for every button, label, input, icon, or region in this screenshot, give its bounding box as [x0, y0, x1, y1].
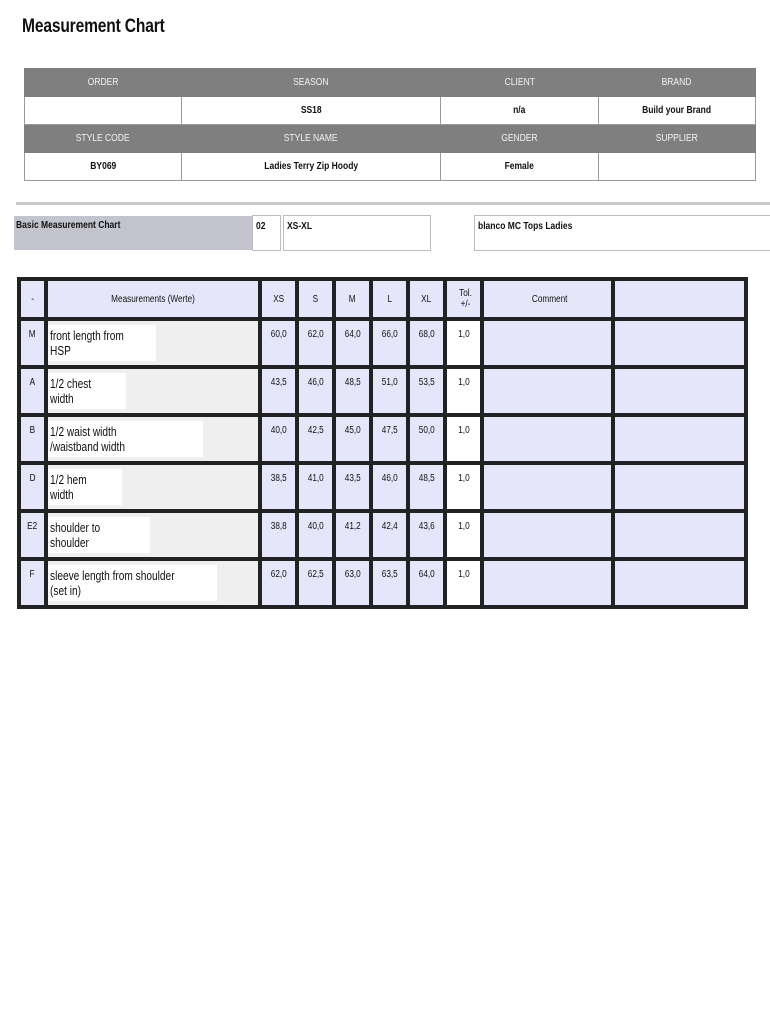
tolerance-header: Tol. +/- [445, 279, 482, 319]
measurement-name-label: sleeve length from shoulder (set in) [48, 565, 217, 601]
measurements-header: Measurements (Werte) [46, 279, 260, 319]
measurement-value-xl: 68,0 [408, 319, 445, 367]
size-s-header: S [297, 279, 334, 319]
measurement-value-l: 47,5 [371, 415, 408, 463]
client-value: n/a [441, 97, 599, 125]
measurement-value-xs: 62,0 [260, 559, 297, 607]
measurement-value-xs: 60,0 [260, 319, 297, 367]
brand-header: BRAND [599, 69, 756, 97]
style-code-value: BY069 [25, 153, 182, 181]
gender-header: GENDER [441, 125, 599, 153]
style-name-value: Ladies Terry Zip Hoody [182, 153, 441, 181]
measurement-comment [482, 367, 613, 415]
measurement-name [46, 463, 260, 511]
measurement-value-l: 51,0 [371, 367, 408, 415]
measurement-header-row [19, 279, 746, 319]
measurement-value-m: 43,5 [334, 463, 371, 511]
measurement-code: F [19, 559, 46, 607]
measurement-name-label: front length from HSP [48, 325, 156, 361]
measurement-value-s: 40,0 [297, 511, 334, 559]
page-title: Measurement Chart [22, 16, 165, 37]
section-divider [16, 202, 770, 205]
measurement-tolerance: 1,0 [445, 415, 482, 463]
size-xs-header: XS [260, 279, 297, 319]
client-header: CLIENT [441, 69, 599, 97]
measurement-value-m: 41,2 [334, 511, 371, 559]
size-range-field: XS-XL [283, 215, 431, 251]
measurement-value-s: 42,5 [297, 415, 334, 463]
order-header: ORDER [25, 69, 182, 97]
measurement-comment [482, 319, 613, 367]
measurement-tolerance: 1,0 [445, 559, 482, 607]
style-code-header: STYLE CODE [25, 125, 182, 153]
supplier-header: SUPPLIER [599, 125, 756, 153]
measurement-value-l: 66,0 [371, 319, 408, 367]
measurement-name [46, 319, 260, 367]
measurement-value-m: 63,0 [334, 559, 371, 607]
measurement-name [46, 415, 260, 463]
measurement-extra [613, 511, 746, 559]
season-value: SS18 [182, 97, 441, 125]
measurement-value-s: 62,0 [297, 319, 334, 367]
measurement-comment [482, 559, 613, 607]
measurement-row [19, 559, 746, 607]
size-l-header: L [371, 279, 408, 319]
measurement-tolerance: 1,0 [445, 319, 482, 367]
season-header: SEASON [182, 69, 441, 97]
comment-header: Comment [482, 279, 613, 319]
measurement-code: E2 [19, 511, 46, 559]
measurement-name [46, 559, 260, 607]
measurement-tolerance: 1,0 [445, 367, 482, 415]
extra-header [613, 279, 746, 319]
size-code-field: 02 [252, 215, 281, 251]
info-value-row-1 [25, 97, 756, 125]
measurement-value-m: 64,0 [334, 319, 371, 367]
measurement-name-label: shoulder to shoulder [48, 517, 150, 553]
measurement-name-label: 1/2 waist width /waistband width [48, 421, 203, 457]
measurement-value-xs: 38,8 [260, 511, 297, 559]
measurement-comment [482, 511, 613, 559]
measurement-value-s: 41,0 [297, 463, 334, 511]
measurement-name-label: 1/2 hem width [48, 469, 122, 505]
measurement-extra [613, 463, 746, 511]
measurement-name [46, 367, 260, 415]
measurement-row [19, 511, 746, 559]
measurement-value-xs: 40,0 [260, 415, 297, 463]
supplier-value [599, 153, 756, 181]
chart-description-field: blanco MC Tops Ladies [474, 215, 770, 251]
measurement-value-xs: 38,5 [260, 463, 297, 511]
measurement-row [19, 463, 746, 511]
measurement-code: B [19, 415, 46, 463]
measurement-row [19, 367, 746, 415]
measurement-tolerance: 1,0 [445, 511, 482, 559]
measurement-extra [613, 415, 746, 463]
measurement-extra [613, 367, 746, 415]
measurement-value-l: 63,5 [371, 559, 408, 607]
measurement-comment [482, 415, 613, 463]
measurement-value-xs: 43,5 [260, 367, 297, 415]
measurement-row [19, 415, 746, 463]
measurement-value-xl: 50,0 [408, 415, 445, 463]
measurement-value-l: 46,0 [371, 463, 408, 511]
info-value-row-2 [25, 153, 756, 181]
measurement-table [17, 277, 748, 609]
info-table [24, 68, 756, 181]
measurement-value-xl: 48,5 [408, 463, 445, 511]
order-value [25, 97, 182, 125]
gender-value: Female [441, 153, 599, 181]
measurement-value-xl: 64,0 [408, 559, 445, 607]
measurement-name [46, 511, 260, 559]
info-header-row-2 [25, 125, 756, 153]
measurement-value-s: 62,5 [297, 559, 334, 607]
info-header-row-1 [25, 69, 756, 97]
measurement-extra [613, 319, 746, 367]
measurement-comment [482, 463, 613, 511]
measurement-value-xl: 43,6 [408, 511, 445, 559]
measurement-name-label: 1/2 chest width [48, 373, 126, 409]
measurement-row [19, 319, 746, 367]
measurement-value-l: 42,4 [371, 511, 408, 559]
size-m-header: M [334, 279, 371, 319]
size-xl-header: XL [408, 279, 445, 319]
measurement-value-xl: 53,5 [408, 367, 445, 415]
measurement-value-m: 48,5 [334, 367, 371, 415]
measurement-code: A [19, 367, 46, 415]
measurement-value-s: 46,0 [297, 367, 334, 415]
measurement-value-m: 45,0 [334, 415, 371, 463]
style-name-header: STYLE NAME [182, 125, 441, 153]
brand-value: Build your Brand [599, 97, 756, 125]
code-header: - [19, 279, 46, 319]
basic-chart-label: Basic Measurement Chart [14, 216, 270, 250]
measurement-tolerance: 1,0 [445, 463, 482, 511]
measurement-code: D [19, 463, 46, 511]
measurement-extra [613, 559, 746, 607]
measurement-code: M [19, 319, 46, 367]
